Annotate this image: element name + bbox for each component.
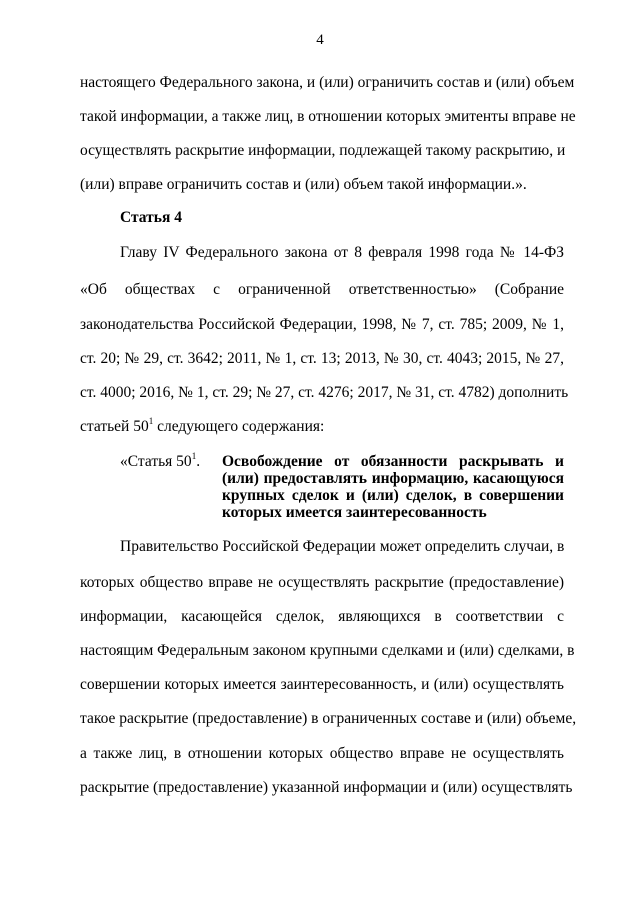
text-line: которых общество вправе не осуществлять раскрытие (предоставление) xyxy=(80,574,564,591)
text-line: Правительство Российской Федерации может определить случаи, в xyxy=(120,538,565,555)
article-title-line: (или) предоставлять информацию, касающуюся xyxy=(222,470,564,487)
text-line: (или) вправе ограничить состав и (или) объем такой информации.». xyxy=(80,176,527,193)
article-title-line: крупных сделок и (или) сделок, в совершении xyxy=(222,487,564,504)
text-line: раскрытие (предоставление) указанной информации и (или) осуществлять xyxy=(80,779,573,796)
text-line: законодательства Российской Федерации, 1998, № 7, ст. 785; 2009, № 1, xyxy=(80,316,564,333)
text-fragment: статьей 50 xyxy=(80,418,149,435)
text-line: ст. 20; № 29, ст. 3642; 2011, № 1, ст. 13; 2013, № 30, ст. 4043; 2015, № 27, xyxy=(80,350,564,367)
text-line: настоящим Федеральным законом крупными сделками и (или) сделками, в xyxy=(80,642,575,659)
text-fragment: «Статья 50 xyxy=(120,453,192,470)
article-title-line: которых имеется заинтересованность xyxy=(222,504,487,521)
article-label xyxy=(120,452,200,472)
text-line: такой информации, а также лиц, в отношении которых эмитенты вправе не xyxy=(80,108,576,125)
page-number: 4 xyxy=(316,32,324,48)
text-line: Главу IV Федерального закона от 8 февраля 1998 года № 14-ФЗ xyxy=(120,244,564,261)
text-line: а также лиц, в отношении которых общество вправе не осуществлять xyxy=(80,745,564,762)
text-line: такое раскрытие (предоставление) в ограниченных составе и (или) объеме, xyxy=(80,710,577,727)
text-line: информации, касающейся сделок, являющихся в соответствии с xyxy=(80,608,564,625)
text-line xyxy=(80,417,564,437)
text-line: «Об обществах с ограниченной ответственностью» (Собрание xyxy=(80,281,564,298)
article-title-line: Освобождение от обязанности раскрывать и xyxy=(222,453,564,470)
text-fragment: следующего содержания: xyxy=(153,418,325,435)
superscript: 1 xyxy=(191,450,197,461)
text-line: ст. 4000; 2016, № 1, ст. 29; № 27, ст. 4276; 2017, № 31, ст. 4782) дополнить xyxy=(80,384,569,401)
superscript: 1 xyxy=(148,415,154,426)
text-fragment: . xyxy=(196,453,201,470)
article-heading: Статья 4 xyxy=(120,209,182,226)
text-line: настоящего Федерального закона, и (или) ограничить состав и (или) объем xyxy=(80,74,575,91)
text-line: совершении которых имеется заинтересованность, и (или) осуществлять xyxy=(80,676,564,693)
text-line: осуществлять раскрытие информации, подлежащей такому раскрытию, и xyxy=(80,142,566,159)
